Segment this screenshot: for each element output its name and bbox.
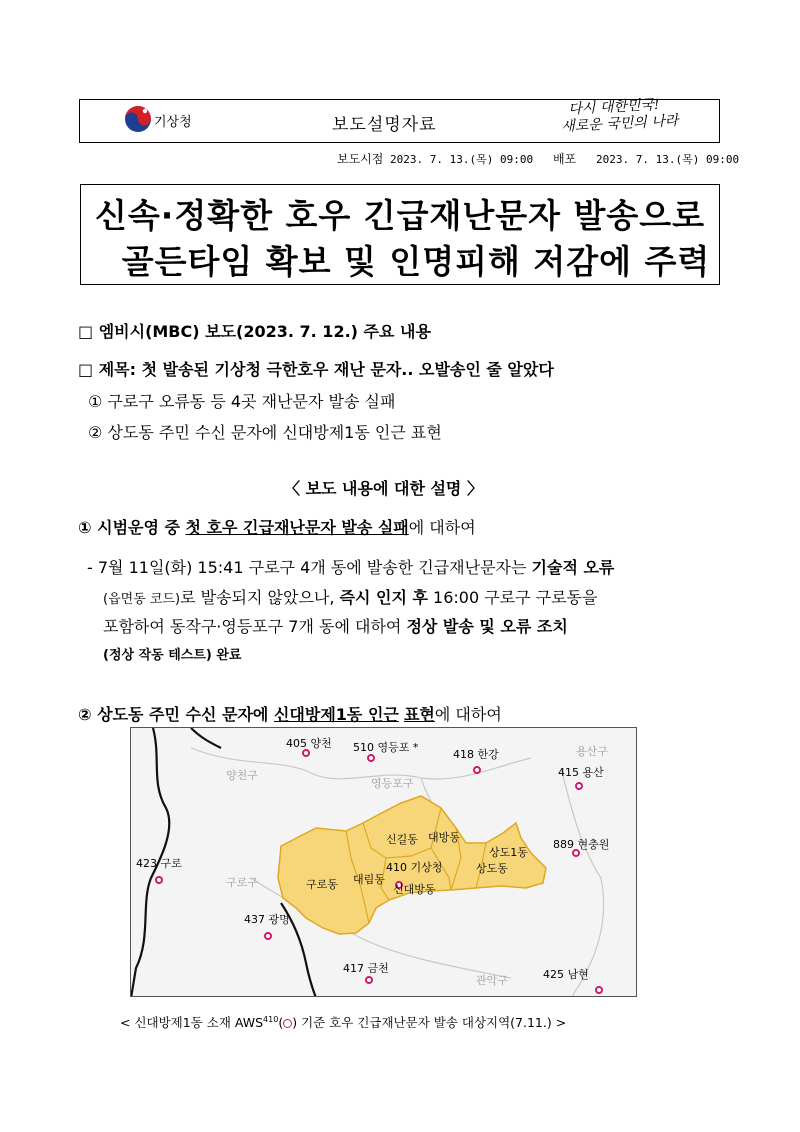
p3a: 포함하여 동작구·영등포구 7개 동에 대하여 [103, 617, 407, 636]
section2-prefix: ② 상도동 주민 수신 문자에 [78, 705, 274, 724]
document-type: 보도설명자료 [332, 115, 437, 135]
station-label: 410 기상청 [386, 861, 443, 874]
district-label: 용산구 [576, 745, 608, 758]
station-label: 423 구로 [136, 857, 182, 870]
station-dot [265, 933, 271, 939]
dong-label: 대방동 [428, 831, 460, 844]
explain-heading: 〈 보도 내용에 대한 설명 〉 [284, 479, 483, 498]
caption-text-a: < 신대방제1동 소재 AWS [120, 1015, 264, 1030]
section1-para-line3 [103, 614, 568, 637]
district-label: 구로구 [226, 876, 258, 889]
slogan-line2: 새로운 국민의 나라 [560, 112, 679, 135]
headline-line1: 신속·정확한 호우 긴급재난문자 발송으로 [95, 196, 705, 235]
station-dot [368, 755, 374, 761]
station-label: 425 남현 [543, 968, 589, 981]
p2c: 즉시 인지 후 [339, 588, 428, 607]
headline-line2: 골든타임 확보 및 인명피해 저감에 주력 [121, 242, 711, 281]
p2b: 로 발송되지 않았으나, [180, 588, 340, 607]
station-label [353, 739, 418, 755]
report-title: 제목: 첫 발송된 기상청 극한호우 재난 문자.. 오발송인 줄 알았다 [98, 360, 554, 379]
map-caption [120, 1013, 566, 1031]
section1-prefix: ① 시범운영 중 [78, 518, 186, 537]
p3b: 정상 발송 및 오류 조치 [406, 617, 568, 636]
report-source-line [78, 319, 431, 342]
caption-text-c: ) 기준 호우 긴급재난문자 발송 대상지역(7.11.) > [292, 1015, 567, 1030]
release-label1: 보도시점 [337, 152, 384, 166]
station-dot [366, 977, 372, 983]
section1-suffix: 에 대하여 [408, 518, 476, 537]
dong-label: 대림동 [353, 873, 385, 886]
release-time1: 2023. 7. 13.(목) 09:00 [390, 153, 534, 166]
checkbox-mark: □ [78, 322, 94, 341]
section2-heading [78, 702, 502, 725]
station-label: 889 현충원 [553, 838, 610, 851]
section1-heading [78, 515, 476, 538]
station-label: 415 용산 [558, 766, 604, 779]
dong-label: 신대방동 [393, 883, 436, 896]
section1-para-line2 [103, 585, 598, 608]
station-label: 417 금천 [343, 962, 389, 975]
district-label: 영등포구 [371, 777, 414, 790]
checkbox-mark: □ [78, 360, 94, 379]
dong-label: 신길동 [386, 833, 418, 846]
kma-logo-icon [123, 104, 153, 134]
district-label: 관악구 [476, 974, 508, 987]
section2-underlined1: 신대방제1동 인근 [273, 705, 399, 724]
station-dot [596, 987, 602, 993]
slogan [560, 96, 679, 136]
release-info [337, 150, 739, 167]
section1-underlined: 첫 호우 긴급재난문자 발송 실패 [185, 518, 409, 537]
station-symbol-icon [283, 1019, 292, 1028]
report-item-1: ① 구로구 오류동 등 4곳 재난문자 발송 실패 [88, 392, 396, 411]
section2-suffix: 에 대하여 [434, 705, 502, 724]
dong-label: 구로동 [306, 878, 338, 891]
caption-text-b: ( [278, 1015, 284, 1030]
station-label-text: 510 영등포 [353, 741, 410, 754]
report-title-line [78, 357, 554, 380]
station-dot [156, 877, 162, 883]
p1b: 기술적 오류 [531, 558, 615, 577]
station-dot [474, 767, 480, 773]
report-item-2: ② 상도동 주민 수신 문자에 신대방제1동 인근 표현 [88, 423, 442, 442]
agency-name: 기상청 [154, 115, 192, 130]
star-mark: * [412, 741, 419, 754]
release-label2: 배포 [552, 152, 577, 166]
district-label: 양천구 [226, 769, 258, 782]
release-time2: 2023. 7. 13.(목) 09:00 [596, 153, 740, 166]
report-source: 엠비시(MBC) 보도(2023. 7. 12.) 주요 내용 [98, 322, 431, 341]
section2-underlined2: 표현 [403, 705, 435, 724]
dong-label: 상도1동 [489, 846, 528, 859]
section1-para-line1 [87, 555, 614, 578]
region-map [130, 727, 637, 997]
slogan-line1: 다시 대한민국! [567, 96, 660, 118]
caption-sup: 410 [263, 1014, 279, 1024]
p1a: - 7월 11일(화) 15:41 구로구 4개 동에 발송한 긴급재난문자는 [87, 558, 532, 577]
station-label: 437 광명 [244, 913, 290, 926]
p2d: 16:00 구로구 구로동을 [427, 588, 598, 607]
station-label: 418 한강 [453, 748, 499, 761]
station-label: 405 양천 [286, 737, 332, 750]
p2a: (읍면동 코드) [103, 592, 181, 607]
dong-label: 상도동 [476, 862, 508, 875]
station-dot [576, 783, 582, 789]
section1-para-line4: (정상 작동 테스트) 완료 [103, 648, 242, 663]
